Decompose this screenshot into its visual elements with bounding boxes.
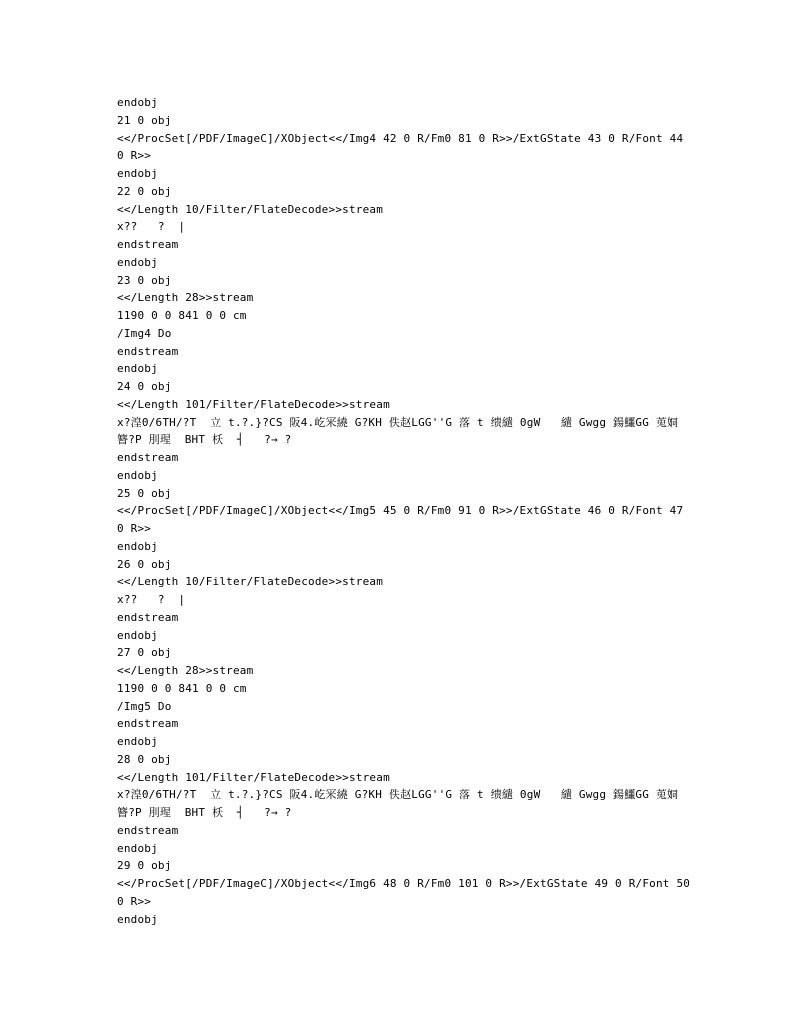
text-line: endobj xyxy=(117,735,158,748)
text-line: endstream xyxy=(117,823,179,837)
text-line: /Img5 Do xyxy=(117,699,172,713)
text-line: endstream xyxy=(117,344,179,358)
text-line: <</Length 28>>stream xyxy=(117,291,254,305)
text-line: <</Length 101/Filter/FlateDecode>>stream xyxy=(117,770,390,784)
text-line: endstream xyxy=(117,238,179,251)
text-line: endstream xyxy=(117,717,179,731)
text-line: 0 R>> xyxy=(117,149,152,163)
text-line: endstream xyxy=(117,610,179,624)
text-line: 28 0 obj xyxy=(117,752,172,766)
text-line xyxy=(117,928,717,946)
text-line: endobj xyxy=(117,912,158,926)
text-line: 23 0 obj xyxy=(117,273,172,287)
text-line: 25 0 obj xyxy=(117,486,172,500)
text-line: 22 0 obj xyxy=(117,184,172,198)
text-line: <</Length 28>>stream xyxy=(117,664,254,677)
text-line: endobj xyxy=(117,468,158,482)
text-line: 1190 0 0 841 0 0 cm xyxy=(117,309,247,322)
text-line: x?湟0/6TH/?T 立 t.?.}?CS 阪4.屹冞繞 G?KH 佚赵LGG''G 落 t 缋繾 0gW 繾 Gwgg 鍚鱷GG 莵姛 xyxy=(117,415,679,429)
text-line: 27 0 obj xyxy=(117,646,172,660)
text-line: endobj xyxy=(117,96,158,109)
text-line: 簪?P 刖瑆 BHT 枖 ┤ ?→ ? xyxy=(117,433,292,447)
text-line: /Img4 Do xyxy=(117,326,172,340)
text-line: 29 0 obj xyxy=(117,859,172,873)
text-line: 24 0 obj xyxy=(117,380,172,393)
text-line: 0 R>> xyxy=(117,522,152,535)
text-line: <</ProcSet[/PDF/ImageC]/XObject<</Img4 42 0 R/Fm0 81 0 R>>/ExtGState 43 0 R/Font 44 xyxy=(117,131,684,145)
text-line: 0 R>> xyxy=(117,894,152,908)
text-line: endobj xyxy=(117,539,158,553)
text-line: <</Length 10/Filter/FlateDecode>>stream xyxy=(117,202,384,216)
text-line: x?? ? | xyxy=(117,220,186,234)
text-line: endobj xyxy=(117,841,158,855)
text-line: <</Length 101/Filter/FlateDecode>>stream xyxy=(117,397,390,411)
text-line: endobj xyxy=(117,167,158,180)
text-line: <</Length 10/Filter/FlateDecode>>stream xyxy=(117,575,384,589)
text-line: 26 0 obj xyxy=(117,557,172,571)
text-line: endobj xyxy=(117,362,158,376)
text-line: endobj xyxy=(117,628,158,642)
text-line: x?湟0/6TH/?T 立 t.?.}?CS 阪4.屹冞繞 G?KH 佚赵LGG''G 落 t 缋繾 0gW 繾 Gwgg 鍚鱷GG 莵姛 xyxy=(117,788,679,802)
text-line: <</ProcSet[/PDF/ImageC]/XObject<</Img5 45 0 R/Fm0 91 0 R>>/ExtGState 46 0 R/Font 47 xyxy=(117,504,684,518)
text-line: 1190 0 0 841 0 0 cm xyxy=(117,681,247,695)
text-line: <</ProcSet[/PDF/ImageC]/XObject<</Img6 48 0 R/Fm0 101 0 R>>/ExtGState 49 0 R/Font 50 xyxy=(117,877,691,890)
text-line: 21 0 obj xyxy=(117,113,172,127)
text-line: endobj xyxy=(117,255,158,269)
text-line: endstream xyxy=(117,451,179,464)
text-line: 簪?P 刖瑆 BHT 枖 ┤ ?→ ? xyxy=(117,806,292,819)
pdf-source-text xyxy=(117,94,717,946)
text-line: x?? ? | xyxy=(117,593,186,606)
